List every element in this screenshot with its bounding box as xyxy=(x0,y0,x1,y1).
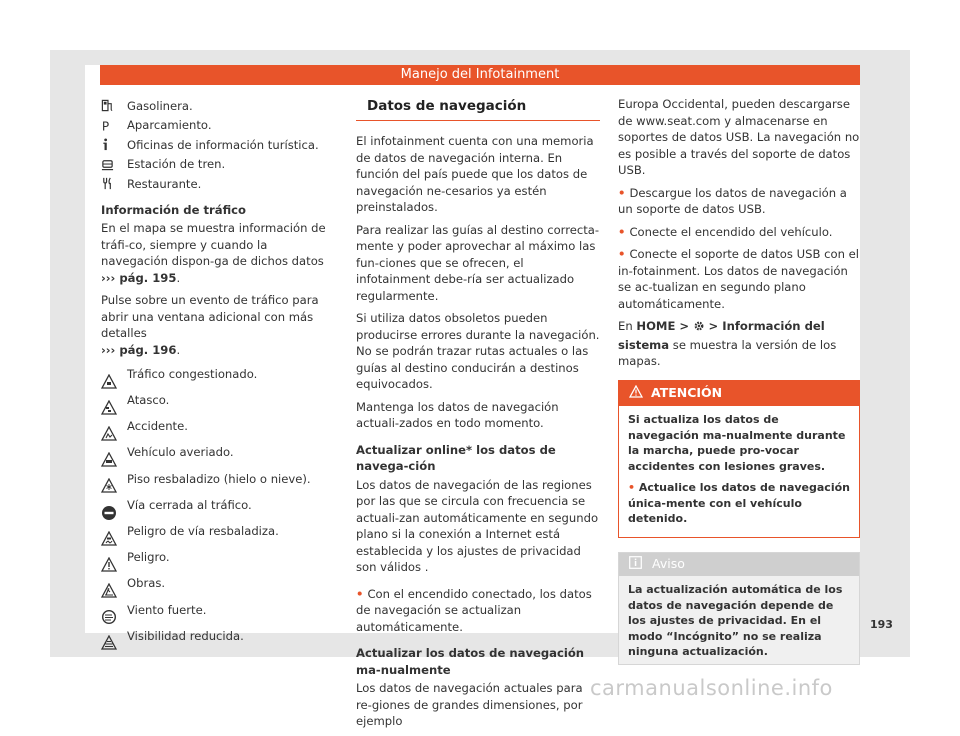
list-item xyxy=(101,443,336,469)
list-item xyxy=(101,600,336,626)
restaurant-icon xyxy=(101,177,127,190)
manual-update-heading: Actualizar los datos de navegación ma-nualmente xyxy=(356,646,585,677)
bullet-item: • Conecte el soporte de datos USB con el in-fotainment. Los datos de navegación se ac-tualizan en segundo plano automáticamente. xyxy=(618,246,860,312)
paragraph: El infotainment cuenta con una memoria de datos de navegación interna. En función del país puede que los datos de navegación ne-cesarios ya estén preinstalados. xyxy=(356,134,594,214)
traffic-event-label: Visibilidad reducida. xyxy=(127,628,244,643)
traffic-event-label: Tráfico congestionado. xyxy=(127,366,258,381)
bullet-item: • Con el encendido conectado, los datos de navegación se actualizan automáticamente. xyxy=(356,586,600,636)
watermark: carmanualsonline.info xyxy=(590,676,833,700)
traffic-event-label: Accidente. xyxy=(127,419,188,434)
note-title: Aviso xyxy=(652,556,685,571)
paragraph: Mantenga los datos de navegación actuali-zados en todo momento. xyxy=(356,399,559,430)
parking-icon xyxy=(101,119,127,132)
slippery-road-warning-icon xyxy=(101,470,127,493)
poi-label: Gasolinera. xyxy=(127,98,193,113)
traffic-event-label: Atasco. xyxy=(127,393,170,408)
list-item xyxy=(101,469,336,495)
warning-bullet: • Actualice los datos de navegación única-mente con el vehículo detenido. xyxy=(628,480,850,527)
jam-warning-icon xyxy=(101,392,127,415)
list-item xyxy=(101,626,336,652)
paragraph: Para realizar las guías al destino correcta-mente y poder aprovechar al máximo las fun-ciones que se ofrecen, el infotainment debe-ría ser actualizado regularmente. xyxy=(356,222,600,303)
train-icon xyxy=(101,158,127,171)
low-visibility-warning-icon xyxy=(101,627,127,650)
gear-icon xyxy=(693,320,705,337)
poi-label: Aparcamiento. xyxy=(127,118,212,132)
roadworks-warning-icon xyxy=(101,575,127,598)
column-right xyxy=(618,96,860,665)
poi-label: Restaurante. xyxy=(127,176,202,191)
warning-box xyxy=(618,380,860,538)
list-item xyxy=(101,135,336,155)
paragraph: Si utiliza datos obsoletos pueden producirse errores durante la navegación. No se podrán trazar rutas actuales o las guías al destino conducirán a destinos equivocados. xyxy=(356,311,600,391)
note-header xyxy=(619,553,859,577)
warning-triangle-icon xyxy=(629,385,643,403)
traffic-event-label: Viento fuerte. xyxy=(127,602,207,617)
bullet-item: • Descargue los datos de navegación a un soporte de datos USB. xyxy=(618,185,860,218)
traffic-event-label: Peligro. xyxy=(127,550,170,565)
menu-path-paragraph: En HOME > > Información del sistema se muestra la versión de los mapas. xyxy=(618,319,837,368)
list-item xyxy=(101,390,336,416)
fuel-pump-icon xyxy=(101,99,127,112)
info-icon xyxy=(101,138,127,151)
traffic-event-label: Peligro de vía resbaladiza. xyxy=(127,523,279,538)
danger-warning-icon xyxy=(101,549,127,572)
list-item xyxy=(101,521,336,547)
accident-warning-icon xyxy=(101,418,127,441)
poi-label: Oficinas de información turística. xyxy=(127,137,319,152)
info-box-icon xyxy=(629,556,642,574)
traffic-event-label: Vehículo averiado. xyxy=(127,445,234,460)
traffic-event-label: Piso resbaladizo (hielo o nieve). xyxy=(127,471,311,486)
congestion-warning-icon xyxy=(101,366,127,389)
list-item xyxy=(101,96,336,116)
note-box xyxy=(618,552,860,665)
list-item xyxy=(101,116,336,136)
poi-list xyxy=(101,96,336,194)
broken-vehicle-warning-icon xyxy=(101,444,127,467)
list-item xyxy=(101,574,336,600)
list-item xyxy=(101,547,336,573)
traffic-heading: Información de tráfico xyxy=(101,202,247,217)
paragraph: Europa Occidental, pueden descargarse de www.seat.com y almacenarse en soportes de datos USB. La navegación no es posible a través del soporte de datos USB. xyxy=(618,97,860,177)
poi-label: Estación de tren. xyxy=(127,157,226,171)
traffic-event-label: Vía cerrada al tráfico. xyxy=(127,497,252,512)
slippery-track-warning-icon xyxy=(101,523,127,546)
warning-text: Si actualiza los datos de navegación ma-nualmente durante la marcha, puede pro-vocar accidentes con lesiones graves. xyxy=(628,413,846,473)
page-header: Manejo del Infotainment xyxy=(100,65,860,85)
road-closed-icon xyxy=(101,497,127,520)
page-reference-link[interactable]: ››› pág. 196 xyxy=(101,342,177,357)
bullet-item: • Conecte el encendido del vehículo. xyxy=(618,224,860,241)
traffic-paragraph: Pulse sobre un evento de tráfico para abrir una ventana adicional con más detalles ››› pág. 196. xyxy=(101,293,319,357)
note-body: La actualización automática de los datos de navegación depende de los ajustes de privacidad. En el modo “Incógnito” no se realiza ninguna actualización. xyxy=(628,583,843,658)
menu-path-home: HOME > xyxy=(636,319,690,333)
online-update-heading: Actualizar online* los datos de navega-ción xyxy=(356,442,556,473)
list-item xyxy=(101,155,336,175)
list-item xyxy=(101,416,336,442)
svg-text:P: P xyxy=(101,119,110,132)
list-item xyxy=(101,364,336,390)
menu-path-system-info: > Información del sistema xyxy=(618,319,825,352)
column-middle xyxy=(356,96,600,736)
paragraph: Los datos de navegación actuales para re-giones de grandes dimensiones, por ejemplo xyxy=(356,681,583,728)
paragraph: Los datos de navegación de las regiones por las que se circula con frecuencia se actuali-zan automáticamente en segundo plano si la conexión a Internet está establecida y los ajustes de privacidad son válidos . xyxy=(356,477,599,574)
page-number: 193 xyxy=(870,618,893,631)
page-reference-link[interactable]: ››› pág. 195 xyxy=(101,270,177,285)
strong-wind-icon xyxy=(101,601,127,624)
section-title: Datos de navegación xyxy=(356,96,600,121)
warning-title: ATENCIÓN xyxy=(651,385,723,400)
list-item xyxy=(101,174,336,194)
column-left xyxy=(101,96,336,652)
warning-body xyxy=(619,406,859,537)
list-item xyxy=(101,495,336,521)
traffic-event-label: Obras. xyxy=(127,576,166,591)
warning-header xyxy=(619,381,859,407)
traffic-paragraph: En el mapa se muestra información de tráfi-co, siempre y cuando la navegación dispon-ga de dichos datos ››› pág. 195. xyxy=(101,221,326,285)
traffic-event-list xyxy=(101,364,336,652)
